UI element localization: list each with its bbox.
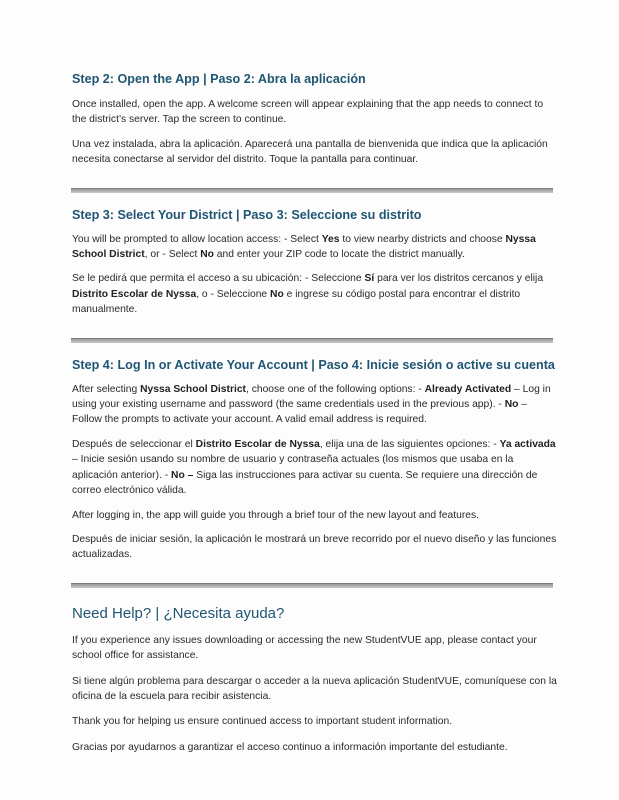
step4-spanish-text: Después de seleccionar el Distrito Escolar de Nyssa, elija una de las siguientes opciones: - Ya activada – Inicie sesión usando su nombre de usuario y contraseña actuales (los mismos que usaba en la aplicación anterior). - No – Siga las instrucciones para activar su cuenta. Se requiere una dirección de correo electrónico válida. [72, 438, 556, 497]
already-activated-option: Already Activated [424, 383, 512, 395]
no-option-es: No [270, 288, 284, 300]
district-name: Nyssa School District [72, 233, 536, 261]
help-english-text: If you experience any issues downloading or accessing the new StudentVUE app, please contact your school office for assistance. [72, 634, 537, 662]
step4-after-spanish: Después de iniciar sesión, la aplicación le mostrará un breve recorrido por el nuevo diseño y las funciones actualizadas. [72, 533, 557, 561]
step4-after-english: After logging in, the app will guide you through a brief tour of the new layout and features. [72, 509, 479, 521]
step2-english-text: Once installed, open the app. A welcome screen will appear explaining that the app needs to connect to the district’s server. Tap the screen to continue. [72, 99, 544, 126]
ya-activada-option: Ya activada [499, 438, 556, 450]
help-heading: Need Help? | ¿Necesita ayuda? [72, 604, 285, 622]
step4-english-text: After selecting Nyssa School District, choose one of the following options: - Already Activated – Log in using your existing username and password (the same credentials used in the previous app). - No – Follow the prompts to activate your account. A valid email address is required. [72, 383, 551, 426]
thanks-spanish-text: Gracias por ayudarnos a garantizar el acceso continuo a información importante del estudiante. [72, 741, 508, 753]
section-divider [71, 338, 553, 343]
document-content [72, 64, 558, 755]
district-name: Nyssa School District [140, 383, 246, 395]
step3-heading: Step 3: Select Your District | Paso 3: Seleccione su distrito [72, 207, 422, 222]
si-option: Sí [364, 273, 375, 285]
step3-spanish-text: Se le pedirá que permita el acceso a su ubicación: - Seleccione Sí para ver los distritos cercanos y elija Distrito Escolar de Nyssa, o - Seleccione No e ingrese su código postal para encontrar el distrito manualmente. [72, 273, 544, 316]
help-spanish-text: Si tiene algún problema para descargar o acceder a la nueva aplicación StudentVUE, comuníquese con la oficina de la escuela para recibir asistencia. [72, 675, 557, 702]
thanks-english-text: Thank you for helping us ensure continued access to important student information. [72, 716, 453, 728]
no-option: No [504, 399, 519, 411]
yes-option: Yes [321, 233, 340, 245]
district-name-es: Distrito Escolar de Nyssa [195, 438, 320, 450]
step3-english-text: You will be prompted to allow location access: - Select Yes to view nearby districts and choose Nyssa School District, or - Select No and enter your ZIP code to locate the district manually. [72, 233, 536, 261]
no-option: No [200, 249, 214, 261]
step4-heading: Step 4: Log In or Activate Your Account | Paso 4: Inicie sesión o active su cuenta [72, 357, 555, 372]
step2-spanish-text: Una vez instalada, abra la aplicación. Aparecerá una pantalla de bienvenida que indica que la aplicación necesita conectarse al servidor del distrito. Toque la pantalla para continuar. [72, 138, 548, 166]
section-divider [71, 583, 553, 588]
no-option-es: No – [171, 469, 194, 481]
section-divider [71, 188, 553, 193]
step2-heading: Step 2: Open the App | Paso 2: Abra la aplicación [72, 72, 366, 86]
district-name-es: Distrito Escolar de Nyssa [72, 288, 197, 300]
